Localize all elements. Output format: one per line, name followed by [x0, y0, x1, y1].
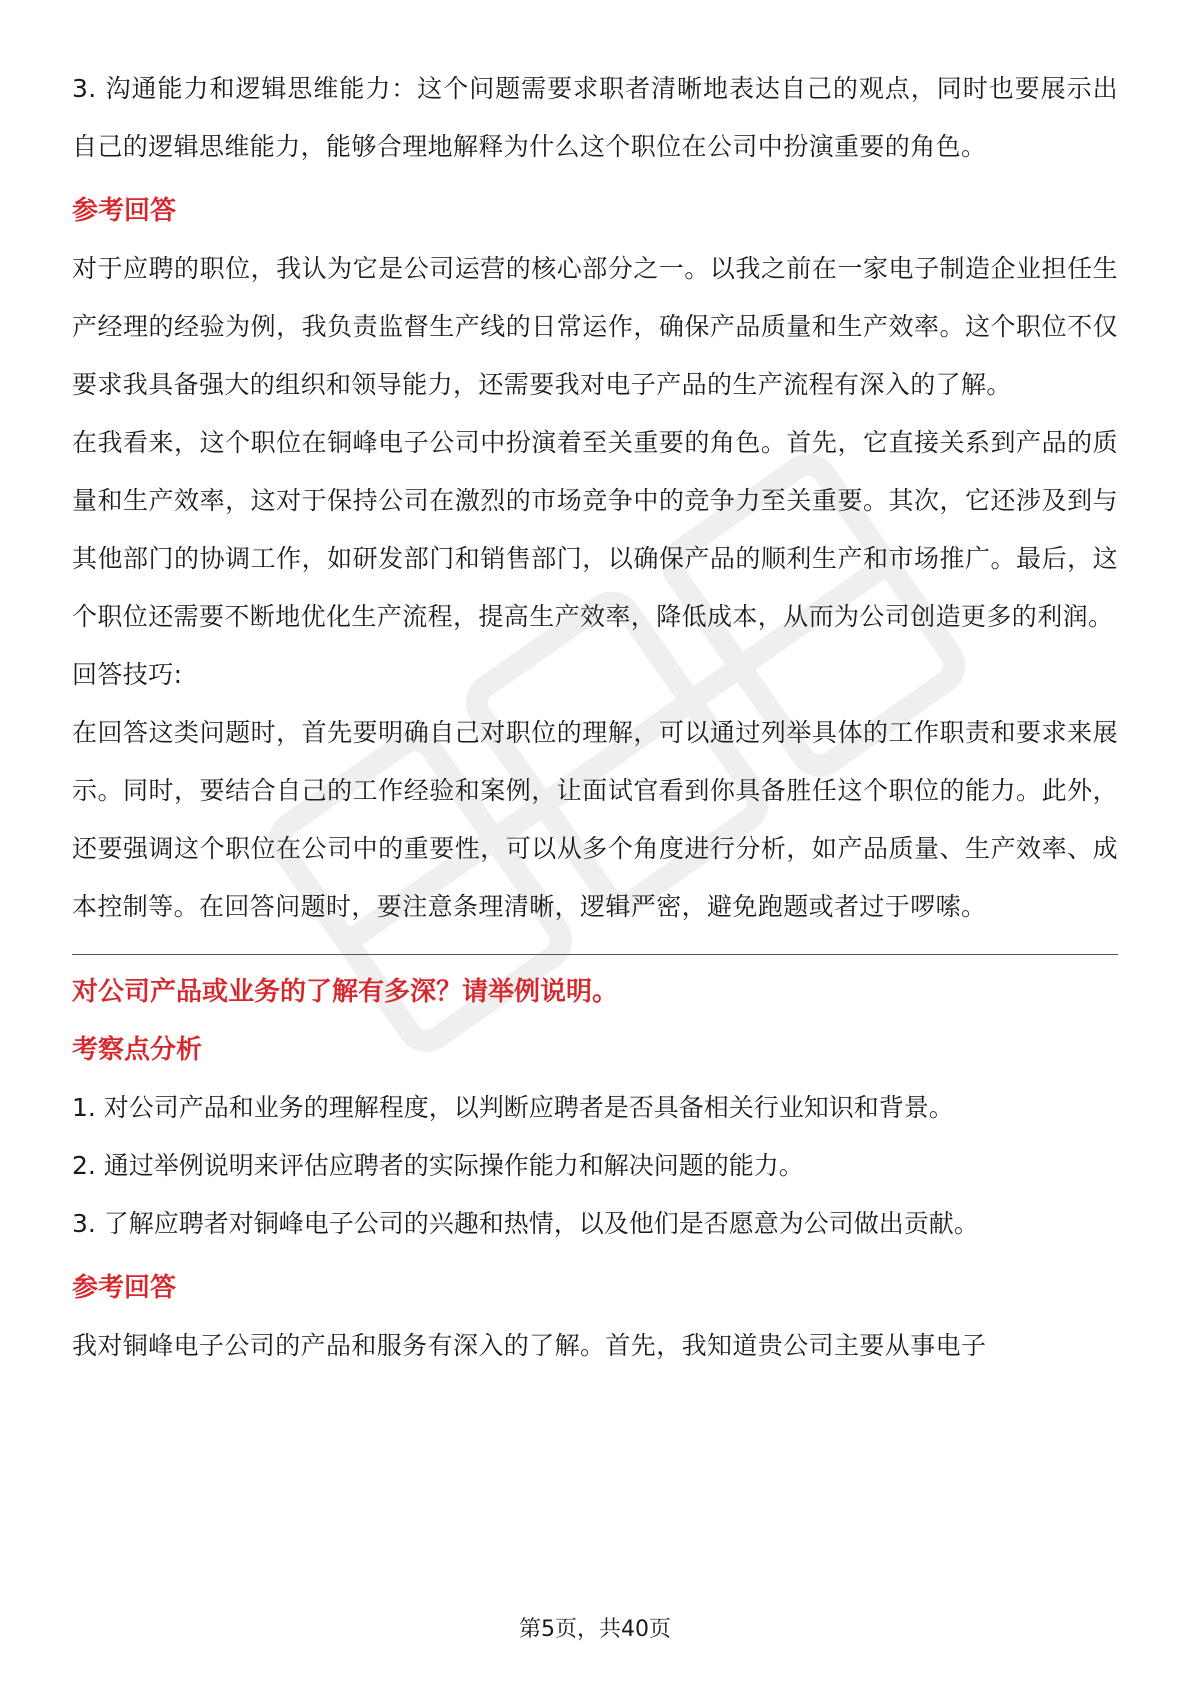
analysis-item-1: 1. 对公司产品和业务的理解程度，以判断应聘者是否具备相关行业知识和背景。 [72, 1093, 954, 1122]
analysis-item-2: 2. 通过举例说明来评估应聘者的实际操作能力和解决问题的能力。 [72, 1151, 804, 1180]
section-divider [72, 954, 1118, 955]
tips-label: 回答技巧: [72, 660, 183, 689]
answer-paragraph-2: 在我看来，这个职位在铜峰电子公司中扮演着至关重要的角色。首先，它直接关系到产品的质量和生产效率，这对于保持公司在激烈的市场竞争中的竞争力至关重要。其次，它还涉及到与其他部门的协调工作，如研发部门和销售部门，以确保产品的顺利生产和市场推广。最后，这个职位还需要不断地优化生产流程，提高生产效率，降低成本，从而为公司创造更多的利润。 [72, 428, 1118, 631]
reference-answer-heading: 参考回答 [72, 196, 177, 226]
question-title: 对公司产品或业务的了解有多深？请举例说明。 [72, 977, 619, 1007]
analysis-heading: 考察点分析 [72, 1035, 203, 1065]
document-page [72, 60, 1118, 1375]
analysis-item-3: 3. 了解应聘者对铜峰电子公司的兴趣和热情，以及他们是否愿意为公司做出贡献。 [72, 1209, 979, 1238]
answer-paragraph-1: 对于应聘的职位，我认为它是公司运营的核心部分之一。以我之前在一家电子制造企业担任生产经理的经验为例，我负责监督生产线的日常运作，确保产品质量和生产效率。这个职位不仅要求我具备强大的组织和领导能力，还需要我对电子产品的生产流程有深入的了解。 [72, 254, 1118, 399]
tips-paragraph: 在回答这类问题时，首先要明确自己对职位的理解，可以通过列举具体的工作职责和要求来展示。同时，要结合自己的工作经验和案例，让面试官看到你具备胜任这个职位的能力。此外，还要强调这个职位在公司中的重要性，可以从多个角度进行分析，如产品质量、生产效率、成本控制等。在回答问题时，要注意条理清晰，逻辑严密，避免跑题或者过于啰嗦。 [72, 718, 1118, 921]
reference-answer-heading-2: 参考回答 [72, 1273, 177, 1303]
assessment-item-3: 3. 沟通能力和逻辑思维能力：这个问题需要求职者清晰地表达自己的观点，同时也要展示出自己的逻辑思维能力，能够合理地解释为什么这个职位在公司中扮演重要的角色。 [72, 74, 1118, 161]
answer2-paragraph-1: 我对铜峰电子公司的产品和服务有深入的了解。首先，我知道贵公司主要从事电子 [72, 1331, 987, 1360]
page-footer: 第5页，共40页 [519, 1617, 671, 1642]
